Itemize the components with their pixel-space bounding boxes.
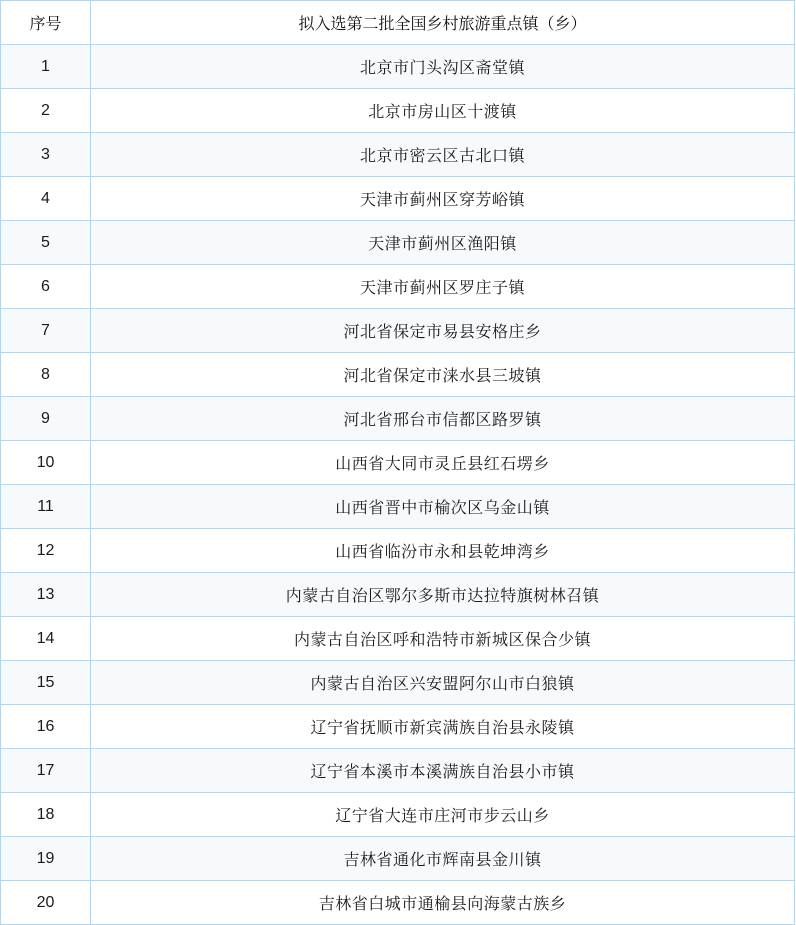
row-town-name-cell: 内蒙古自治区鄂尔多斯市达拉特旗树林召镇	[91, 573, 795, 617]
row-town-name-cell: 河北省保定市涞水县三坡镇	[91, 353, 795, 397]
row-town-name-cell: 吉林省白城市通榆县向海蒙古族乡	[91, 881, 795, 925]
column-header-name: 拟入选第二批全国乡村旅游重点镇（乡）	[91, 1, 795, 45]
table-row	[1, 837, 795, 881]
table-row	[1, 133, 795, 177]
row-index-cell: 16	[1, 705, 91, 749]
row-index-cell: 6	[1, 265, 91, 309]
table-row	[1, 221, 795, 265]
row-town-name-cell: 天津市蓟州区穿芳峪镇	[91, 177, 795, 221]
row-index-cell: 17	[1, 749, 91, 793]
table-header-row	[1, 1, 795, 45]
row-index-cell: 12	[1, 529, 91, 573]
row-index-cell: 15	[1, 661, 91, 705]
row-index-cell: 10	[1, 441, 91, 485]
row-town-name-cell: 辽宁省抚顺市新宾满族自治县永陵镇	[91, 705, 795, 749]
table-row	[1, 529, 795, 573]
row-index-cell: 13	[1, 573, 91, 617]
row-town-name-cell: 天津市蓟州区渔阳镇	[91, 221, 795, 265]
row-town-name-cell: 北京市门头沟区斋堂镇	[91, 45, 795, 89]
row-index-cell: 9	[1, 397, 91, 441]
row-town-name-cell: 山西省晋中市榆次区乌金山镇	[91, 485, 795, 529]
row-index-cell: 19	[1, 837, 91, 881]
row-town-name-cell: 天津市蓟州区罗庄子镇	[91, 265, 795, 309]
row-town-name-cell: 河北省邢台市信都区路罗镇	[91, 397, 795, 441]
row-index-cell: 8	[1, 353, 91, 397]
row-index-cell: 20	[1, 881, 91, 925]
table-row	[1, 265, 795, 309]
table-row	[1, 397, 795, 441]
row-index-cell: 11	[1, 485, 91, 529]
row-town-name-cell: 山西省大同市灵丘县红石塄乡	[91, 441, 795, 485]
row-index-cell: 3	[1, 133, 91, 177]
row-town-name-cell: 内蒙古自治区兴安盟阿尔山市白狼镇	[91, 661, 795, 705]
row-index-cell: 14	[1, 617, 91, 661]
table-row	[1, 793, 795, 837]
table-body	[1, 45, 795, 925]
row-town-name-cell: 辽宁省本溪市本溪满族自治县小市镇	[91, 749, 795, 793]
table-row	[1, 705, 795, 749]
row-index-cell: 2	[1, 89, 91, 133]
table-row	[1, 45, 795, 89]
column-header-index: 序号	[1, 1, 91, 45]
row-town-name-cell: 山西省临汾市永和县乾坤湾乡	[91, 529, 795, 573]
row-index-cell: 4	[1, 177, 91, 221]
table-row	[1, 485, 795, 529]
table-header	[1, 1, 795, 45]
table-row	[1, 749, 795, 793]
row-town-name-cell: 吉林省通化市辉南县金川镇	[91, 837, 795, 881]
row-index-cell: 1	[1, 45, 91, 89]
table-row	[1, 353, 795, 397]
table-row	[1, 881, 795, 925]
row-town-name-cell: 内蒙古自治区呼和浩特市新城区保合少镇	[91, 617, 795, 661]
table-row	[1, 573, 795, 617]
table-row	[1, 309, 795, 353]
row-town-name-cell: 辽宁省大连市庄河市步云山乡	[91, 793, 795, 837]
table-row	[1, 177, 795, 221]
row-index-cell: 18	[1, 793, 91, 837]
row-town-name-cell: 北京市房山区十渡镇	[91, 89, 795, 133]
table-row	[1, 661, 795, 705]
table-row	[1, 89, 795, 133]
row-town-name-cell: 河北省保定市易县安格庄乡	[91, 309, 795, 353]
table-row	[1, 617, 795, 661]
row-index-cell: 5	[1, 221, 91, 265]
row-town-name-cell: 北京市密云区古北口镇	[91, 133, 795, 177]
row-index-cell: 7	[1, 309, 91, 353]
table-row	[1, 441, 795, 485]
